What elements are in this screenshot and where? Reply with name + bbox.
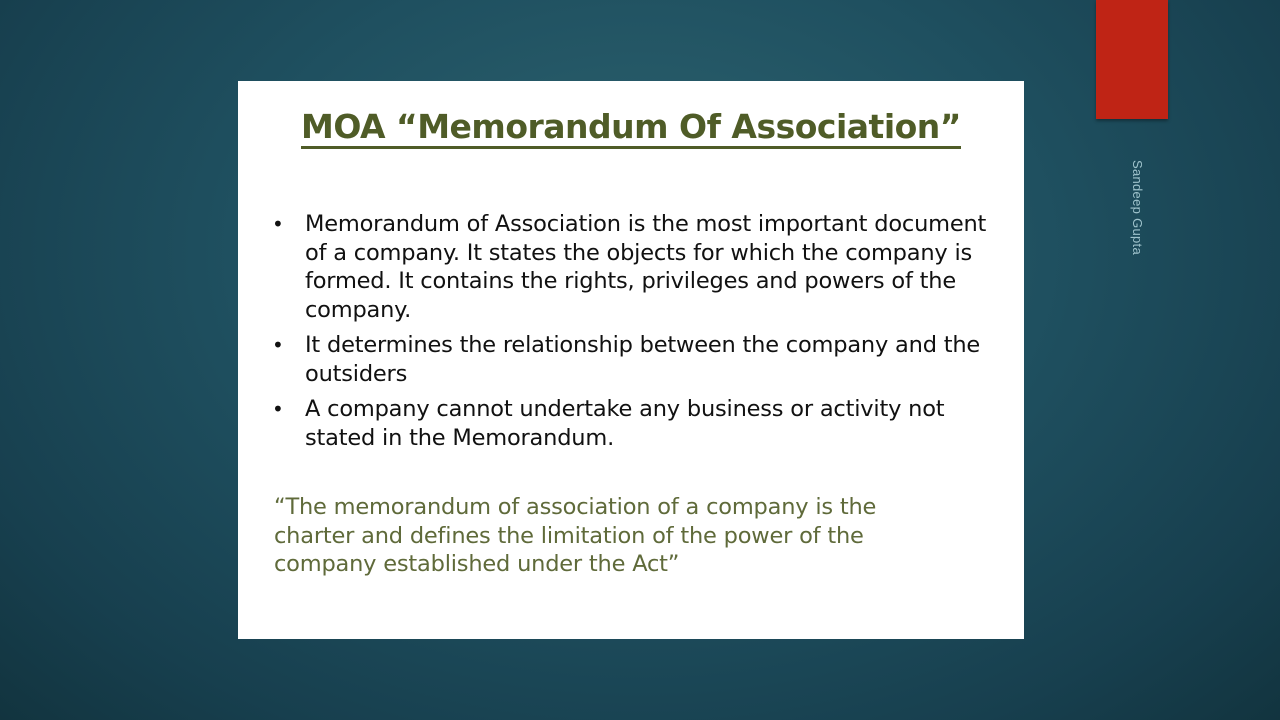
slide-content [238, 81, 1024, 639]
red-accent-tab [1096, 0, 1168, 119]
bullet-icon: • [272, 212, 284, 236]
definition-quote: “The memorandum of association of a company is the charter and defines the limitation of the power of the company established under the Act” [274, 494, 877, 577]
bullet-item [272, 210, 996, 324]
bullet-text: It determines the relationship between the company and the outsiders [305, 332, 981, 387]
bullet-icon: • [272, 397, 284, 421]
bullet-item [272, 331, 996, 388]
bullet-item [272, 395, 996, 452]
bullet-list [272, 210, 996, 459]
bullet-text: A company cannot undertake any business or activity not stated in the Memorandum. [305, 396, 945, 451]
author-name: Sandeep Gupta [1130, 160, 1145, 255]
slide-title-text: MOA “Memorandum Of Association” [301, 107, 961, 149]
slide-title [238, 107, 1024, 146]
bullet-text: Memorandum of Association is the most important document of a company. It states the objects for which the company is formed. It contains the rights, privileges and powers of the company. [305, 211, 987, 323]
bullet-icon: • [272, 333, 284, 357]
